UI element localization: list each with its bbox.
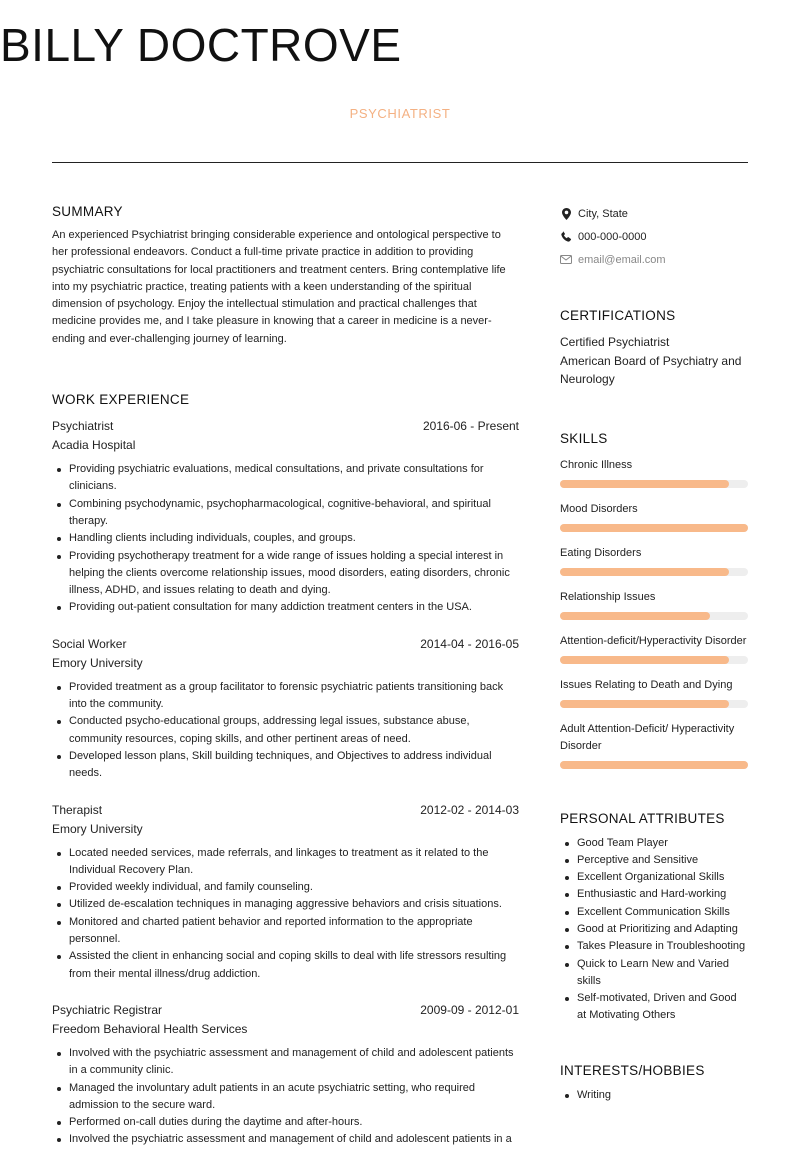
skill-name: Chronic Illness xyxy=(560,458,633,471)
summary-text: An experienced Psychiatrist bringing considerable experience and ontological perspective to her professional endeavors. Conduct a full-time private practice in addition to providing psychiatric consultations for local practitioners and treatment centers. Bring contemplative life into my psychiatric practice, treating patients with a keen understanding of the spiritual dimension of psychology. Enjoy the intellectual stimulation and practical challenges that medicine provides me, and I take pleasure in knowing that a career in medicine is a never-ending and ever-challenging journey of learning. xyxy=(52,229,506,345)
interests-section xyxy=(560,1063,748,1104)
phone-icon xyxy=(560,231,572,243)
job-org: Freedom Behavioral Health Services xyxy=(52,1021,248,1036)
list-item: Self-motivated, Driven and Good at Motivating Others xyxy=(560,990,748,1025)
attributes-title: PERSONAL ATTRIBUTES xyxy=(560,810,725,826)
list-item: Combining psychodynamic, psychopharmacological, cognitive-behavioral, and spiritual therapy. xyxy=(52,496,519,531)
skills-title: SKILLS xyxy=(560,430,608,446)
skill-item xyxy=(560,677,748,708)
job-title: Psychiatric Registrar xyxy=(52,1002,163,1017)
list-item: Developed lesson plans, Skill building techniques, and Objectives to address individual needs. xyxy=(52,748,519,783)
sidebar-column xyxy=(560,202,748,1104)
job-dates: 2014-04 - 2016-05 xyxy=(420,636,519,651)
skill-level-fill xyxy=(560,524,748,532)
list-item: Enthusiastic and Hard-working xyxy=(560,886,748,903)
job-org: Emory University xyxy=(52,821,143,836)
list-item: Providing out-patient consultation for many addiction treatment centers in the USA. xyxy=(52,599,519,616)
list-item: Utilized de-escalation techniques in managing aggressive behaviors and crisis situations. xyxy=(52,896,519,913)
skill-item xyxy=(560,589,748,620)
list-item: Good at Prioritizing and Adapting xyxy=(560,921,748,938)
list-item: Assisted the client in enhancing social and coping skills to deal with life stressors resulting from their mental illness/drug addiction. xyxy=(52,948,519,983)
contact-location xyxy=(560,202,748,225)
job-entry xyxy=(52,637,519,783)
job-entry xyxy=(52,803,519,983)
job-entry xyxy=(52,1003,519,1149)
skill-name: Issues Relating to Death and Dying xyxy=(560,678,733,691)
list-item: Takes Pleasure in Troubleshooting xyxy=(560,938,748,955)
skill-level-fill xyxy=(560,568,729,576)
contact-email[interactable] xyxy=(560,248,748,271)
list-item: Managed the involuntary adult patients in an acute psychiatric setting, who required admission to the secure ward. xyxy=(52,1080,519,1115)
summary-section xyxy=(52,204,519,348)
list-item: Involved the psychiatric assessment and management of child and adolescent patients in a xyxy=(52,1131,519,1148)
job-role: PSYCHIATRIST xyxy=(349,106,451,121)
job-title: Therapist xyxy=(52,802,103,817)
skill-name: Eating Disorders xyxy=(560,546,642,559)
skill-level-fill xyxy=(560,761,748,769)
list-item: Good Team Player xyxy=(560,835,748,852)
skill-level-fill xyxy=(560,612,710,620)
list-item: Writing xyxy=(560,1087,748,1104)
list-item: Located needed services, made referrals, and linkages to treatment as it related to the Individual Recovery Plan. xyxy=(52,845,519,880)
interests-title: INTERESTS/HOBBIES xyxy=(560,1062,705,1078)
skill-name: Adult Attention-Deficit/ Hyperactivity Disorder xyxy=(560,722,735,752)
skill-level-fill xyxy=(560,480,729,488)
list-item: Involved with the psychiatric assessment and management of child and adolescent patients in a community clinic. xyxy=(52,1045,519,1080)
certifications-section xyxy=(560,308,748,389)
skill-level-bar xyxy=(560,612,748,620)
location-text: City, State xyxy=(578,207,628,220)
job-title: Social Worker xyxy=(52,636,127,651)
skill-item xyxy=(560,457,748,488)
list-item: Perceptive and Sensitive xyxy=(560,852,748,869)
skill-item xyxy=(560,501,748,532)
list-item: Providing psychiatric evaluations, medical consultations, and private consultations for clinicians. xyxy=(52,461,519,496)
skill-level-bar xyxy=(560,480,748,488)
attributes-section xyxy=(560,811,748,1025)
location-pin-icon xyxy=(560,208,572,220)
list-item: Quick to Learn New and Varied skills xyxy=(560,956,748,991)
job-org: Emory University xyxy=(52,655,143,670)
skills-section xyxy=(560,431,748,769)
job-title: Psychiatrist xyxy=(52,419,114,434)
main-column xyxy=(52,204,519,1149)
candidate-name: BILLY DOCTROVE xyxy=(0,19,402,71)
work-section xyxy=(52,392,519,1149)
list-item: Handling clients including individuals, couples, and groups. xyxy=(52,530,519,547)
list-item: Performed on-call duties during the daytime and after-hours. xyxy=(52,1114,519,1131)
certifications-title: CERTIFICATIONS xyxy=(560,308,676,323)
skill-level-bar xyxy=(560,700,748,708)
skill-level-bar xyxy=(560,656,748,664)
job-org: Acadia Hospital xyxy=(52,438,136,453)
summary-title: SUMMARY xyxy=(52,204,123,219)
list-item: Provided treatment as a group facilitator to forensic psychiatric patients transitioning back into the community. xyxy=(52,679,519,714)
contact-section xyxy=(560,202,748,271)
job-entry xyxy=(52,419,519,617)
certification-item: American Board of Psychiatry and Neurology xyxy=(560,353,742,386)
list-item: Excellent Organizational Skills xyxy=(560,869,748,886)
skill-item xyxy=(560,545,748,576)
skill-level-bar xyxy=(560,568,748,576)
email-icon xyxy=(560,254,572,266)
skill-item xyxy=(560,721,748,769)
list-item: Monitored and charted patient behavior and reported information to the appropriate personnel. xyxy=(52,914,519,949)
header-divider xyxy=(52,162,748,163)
email-link[interactable]: email@email.com xyxy=(578,253,666,266)
job-dates: 2012-02 - 2014-03 xyxy=(420,802,519,817)
certification-item: Certified Psychiatrist xyxy=(560,335,670,349)
skill-level-fill xyxy=(560,700,729,708)
contact-phone xyxy=(560,225,748,248)
skill-name: Mood Disorders xyxy=(560,502,638,515)
job-dates: 2009-09 - 2012-01 xyxy=(420,1002,519,1017)
list-item: Excellent Communication Skills xyxy=(560,904,748,921)
phone-text: 000-000-0000 xyxy=(578,230,647,243)
skill-item xyxy=(560,633,748,664)
work-title: WORK EXPERIENCE xyxy=(52,392,190,408)
job-dates: 2016-06 - Present xyxy=(422,419,519,434)
skill-level-bar xyxy=(560,761,748,769)
skill-name: Relationship Issues xyxy=(560,590,656,603)
list-item: Provided weekly individual, and family counseling. xyxy=(52,879,519,896)
list-item: Providing psychotherapy treatment for a wide range of issues holding a special interest in helping the clients overcome relationship issues, mood disorders, eating disorders, chronic illness, ADHD, and issues relating to death and dying. xyxy=(52,548,519,600)
skill-level-bar xyxy=(560,524,748,532)
list-item: Conducted psycho-educational groups, addressing legal issues, substance abuse, community resources, coping skills, and other pertinent areas of need. xyxy=(52,713,519,748)
skill-level-fill xyxy=(560,656,729,664)
skill-name: Attention-deficit/Hyperactivity Disorder xyxy=(560,634,747,647)
